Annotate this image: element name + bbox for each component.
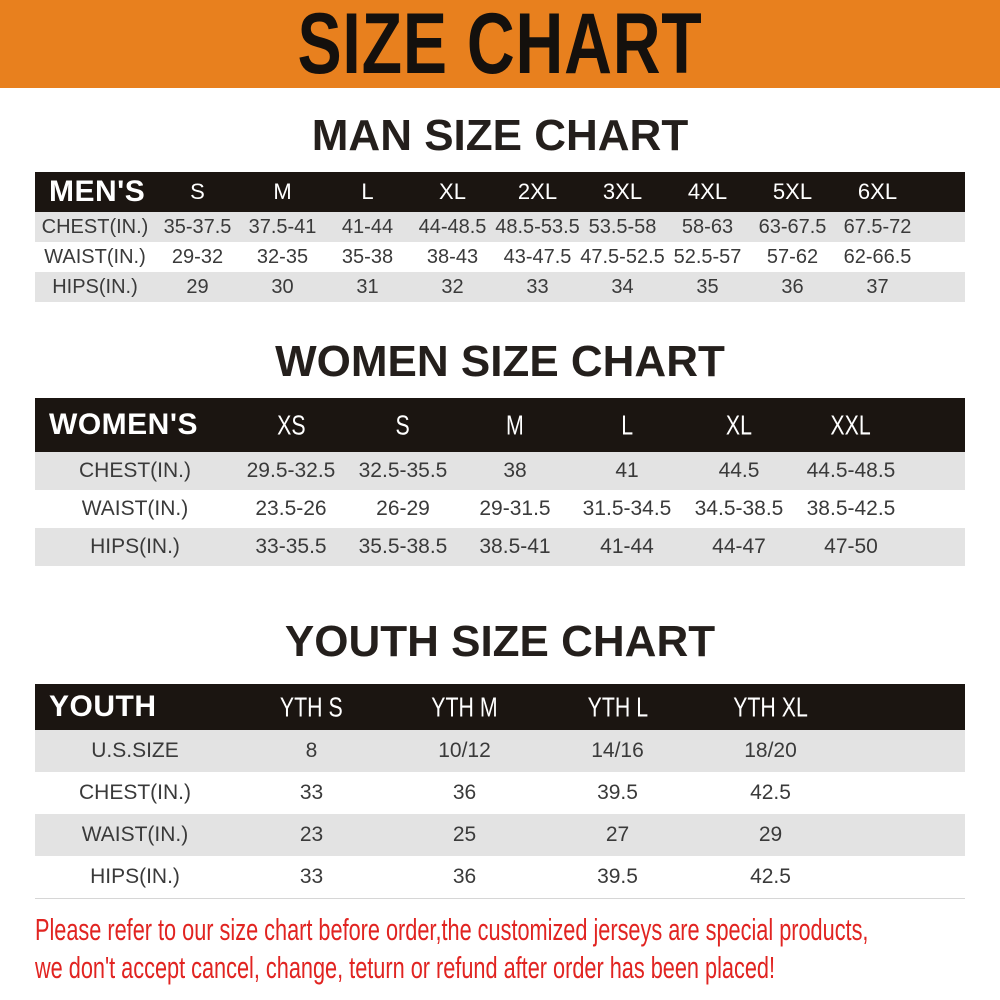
cell: 33-35.5 [255,535,327,558]
cell: 58-63 [681,215,734,238]
filler-cell [847,684,965,730]
filler-cell [907,398,965,452]
cell: 34.5-38.5 [694,497,784,520]
filler-cell [907,452,965,490]
cell: 44.5 [718,459,760,482]
cell: 41 [615,459,639,482]
cell: 47.5-52.5 [580,245,665,268]
cell: 41-44 [600,535,654,558]
cell: 36 [452,864,477,888]
row-label: U.S.SIZE [91,739,179,762]
youth-size-col-l [541,684,694,730]
cell: 39.5 [597,864,638,888]
cell: 29-32 [171,245,224,268]
men-waist-row [35,242,965,272]
cell: 8 [305,739,318,762]
cell: 37 [866,275,889,298]
size-label: XS [276,408,306,441]
size-label: S [395,408,411,441]
cell: 36 [452,781,477,804]
youth-corner-label: YOUTH [35,684,235,730]
youth-waist-row [35,814,965,856]
filler-cell [920,272,965,302]
filler-cell [847,730,965,772]
cell: 47-50 [824,535,878,558]
cell: 38-43 [426,245,479,268]
filler-cell [920,242,965,272]
cell: 25 [452,823,477,846]
cell: 44-47 [712,535,766,558]
size-label: YTH M [431,690,498,723]
women-waist-row [35,490,965,528]
cell: 35-38 [341,245,394,268]
cell: 34 [611,275,634,298]
filler-cell [907,528,965,566]
cell: 30 [271,275,294,298]
women-size-col-m [459,398,571,452]
women-chest-row [35,452,965,490]
disclaimer [0,911,1000,987]
cell: 29.5-32.5 [246,459,336,482]
cell: 38.5-42.5 [806,497,896,520]
row-label: CHEST(IN.) [79,781,191,804]
men-size-table [35,172,965,302]
cell: 33 [526,275,549,298]
men-size-col-m: M [240,172,325,212]
men-header-row [35,172,965,212]
size-label: XXL [830,408,872,441]
row-label: HIPS(IN.) [52,275,138,298]
cell: 36 [781,275,804,298]
cell: 38 [503,459,527,482]
men-chest-row [35,212,965,242]
cell: 44-48.5 [418,215,487,238]
youth-size-table [35,684,965,899]
youth-size-col-m [388,684,541,730]
cell: 23 [299,823,324,846]
row-label: HIPS(IN.) [90,535,180,558]
cell: 43-47.5 [503,245,572,268]
cell: 32 [441,275,464,298]
men-hips-row [35,272,965,302]
filler-cell [920,212,965,242]
cell: 33 [299,864,324,888]
women-size-table [35,398,965,566]
disclaimer-line-2: we don't accept cancel, change, teturn or refund after order has been placed! [35,949,776,985]
cell: 10/12 [438,739,491,762]
cell: 62-66.5 [843,245,912,268]
women-size-col-s [347,398,459,452]
men-size-col-4xl: 4XL [665,172,750,212]
size-label: XL [725,408,753,441]
cell: 14/16 [591,739,644,762]
youth-size-col-s [235,684,388,730]
youth-ussize-row [35,730,965,772]
row-label: CHEST(IN.) [41,215,149,238]
filler-cell [907,490,965,528]
filler-cell [920,172,965,212]
cell: 32.5-35.5 [358,459,448,482]
women-hips-row [35,528,965,566]
women-size-col-l [571,398,683,452]
youth-section-heading: YOUTH SIZE CHART [284,617,716,666]
cell: 35-37.5 [163,215,232,238]
cell: 44.5-48.5 [806,459,896,482]
filler-cell [847,814,965,856]
cell: 41-44 [341,215,394,238]
cell: 35.5-38.5 [358,535,448,558]
cell: 63-67.5 [758,215,827,238]
cell: 31.5-34.5 [582,497,672,520]
size-label: M [506,408,524,441]
men-corner-label: MEN'S [35,172,155,212]
filler-cell [847,856,965,898]
cell: 42.5 [750,781,791,804]
cell: 53.5-58 [588,215,657,238]
cell: 29 [758,823,783,846]
youth-header-row [35,684,965,730]
men-section-heading: MAN SIZE CHART [311,111,689,160]
women-header-row [35,398,965,452]
men-size-col-l: L [325,172,410,212]
cell: 29-31.5 [479,497,551,520]
youth-chest-row [35,772,965,814]
disclaimer-line-1: Please refer to our size chart before order,the customized jerseys are special products, [35,911,869,947]
cell: 42.5 [750,864,791,888]
row-label: WAIST(IN.) [44,245,146,268]
cell: 29 [186,275,209,298]
men-size-col-5xl: 5XL [750,172,835,212]
banner [0,0,1000,92]
cell: 37.5-41 [248,215,317,238]
size-label: YTH S [280,690,343,723]
cell: 67.5-72 [843,215,912,238]
cell: 52.5-57 [673,245,742,268]
row-label: WAIST(IN.) [81,823,189,846]
row-label: CHEST(IN.) [79,459,191,482]
men-size-col-3xl: 3XL [580,172,665,212]
size-label: YTH L [587,690,648,723]
women-size-col-xxl [795,398,907,452]
cell: 48.5-53.5 [495,215,580,238]
filler-cell [847,772,965,814]
cell: 18/20 [744,739,797,762]
cell: 26-29 [376,497,430,520]
men-size-col-2xl: 2XL [495,172,580,212]
cell: 33 [299,781,324,804]
row-label: HIPS(IN.) [90,864,180,888]
women-corner-label: WOMEN'S [35,398,235,452]
page-title: SIZE CHART [297,0,703,92]
cell: 23.5-26 [255,497,327,520]
cell: 31 [356,275,379,298]
men-size-col-xl: XL [410,172,495,212]
row-label: WAIST(IN.) [81,497,189,520]
cell: 32-35 [256,245,309,268]
youth-size-col-xl [694,684,847,730]
size-label: YTH XL [733,690,808,723]
men-size-col-6xl: 6XL [835,172,920,212]
cell: 38.5-41 [479,535,551,558]
women-size-col-xl [683,398,795,452]
youth-hips-row [35,856,965,898]
cell: 35 [696,275,719,298]
cell: 39.5 [597,781,638,804]
cell: 57-62 [766,245,819,268]
size-label: L [621,408,633,441]
women-section-heading: WOMEN SIZE CHART [275,337,725,386]
men-size-col-s: S [155,172,240,212]
cell: 27 [605,823,630,846]
women-size-col-xs [235,398,347,452]
